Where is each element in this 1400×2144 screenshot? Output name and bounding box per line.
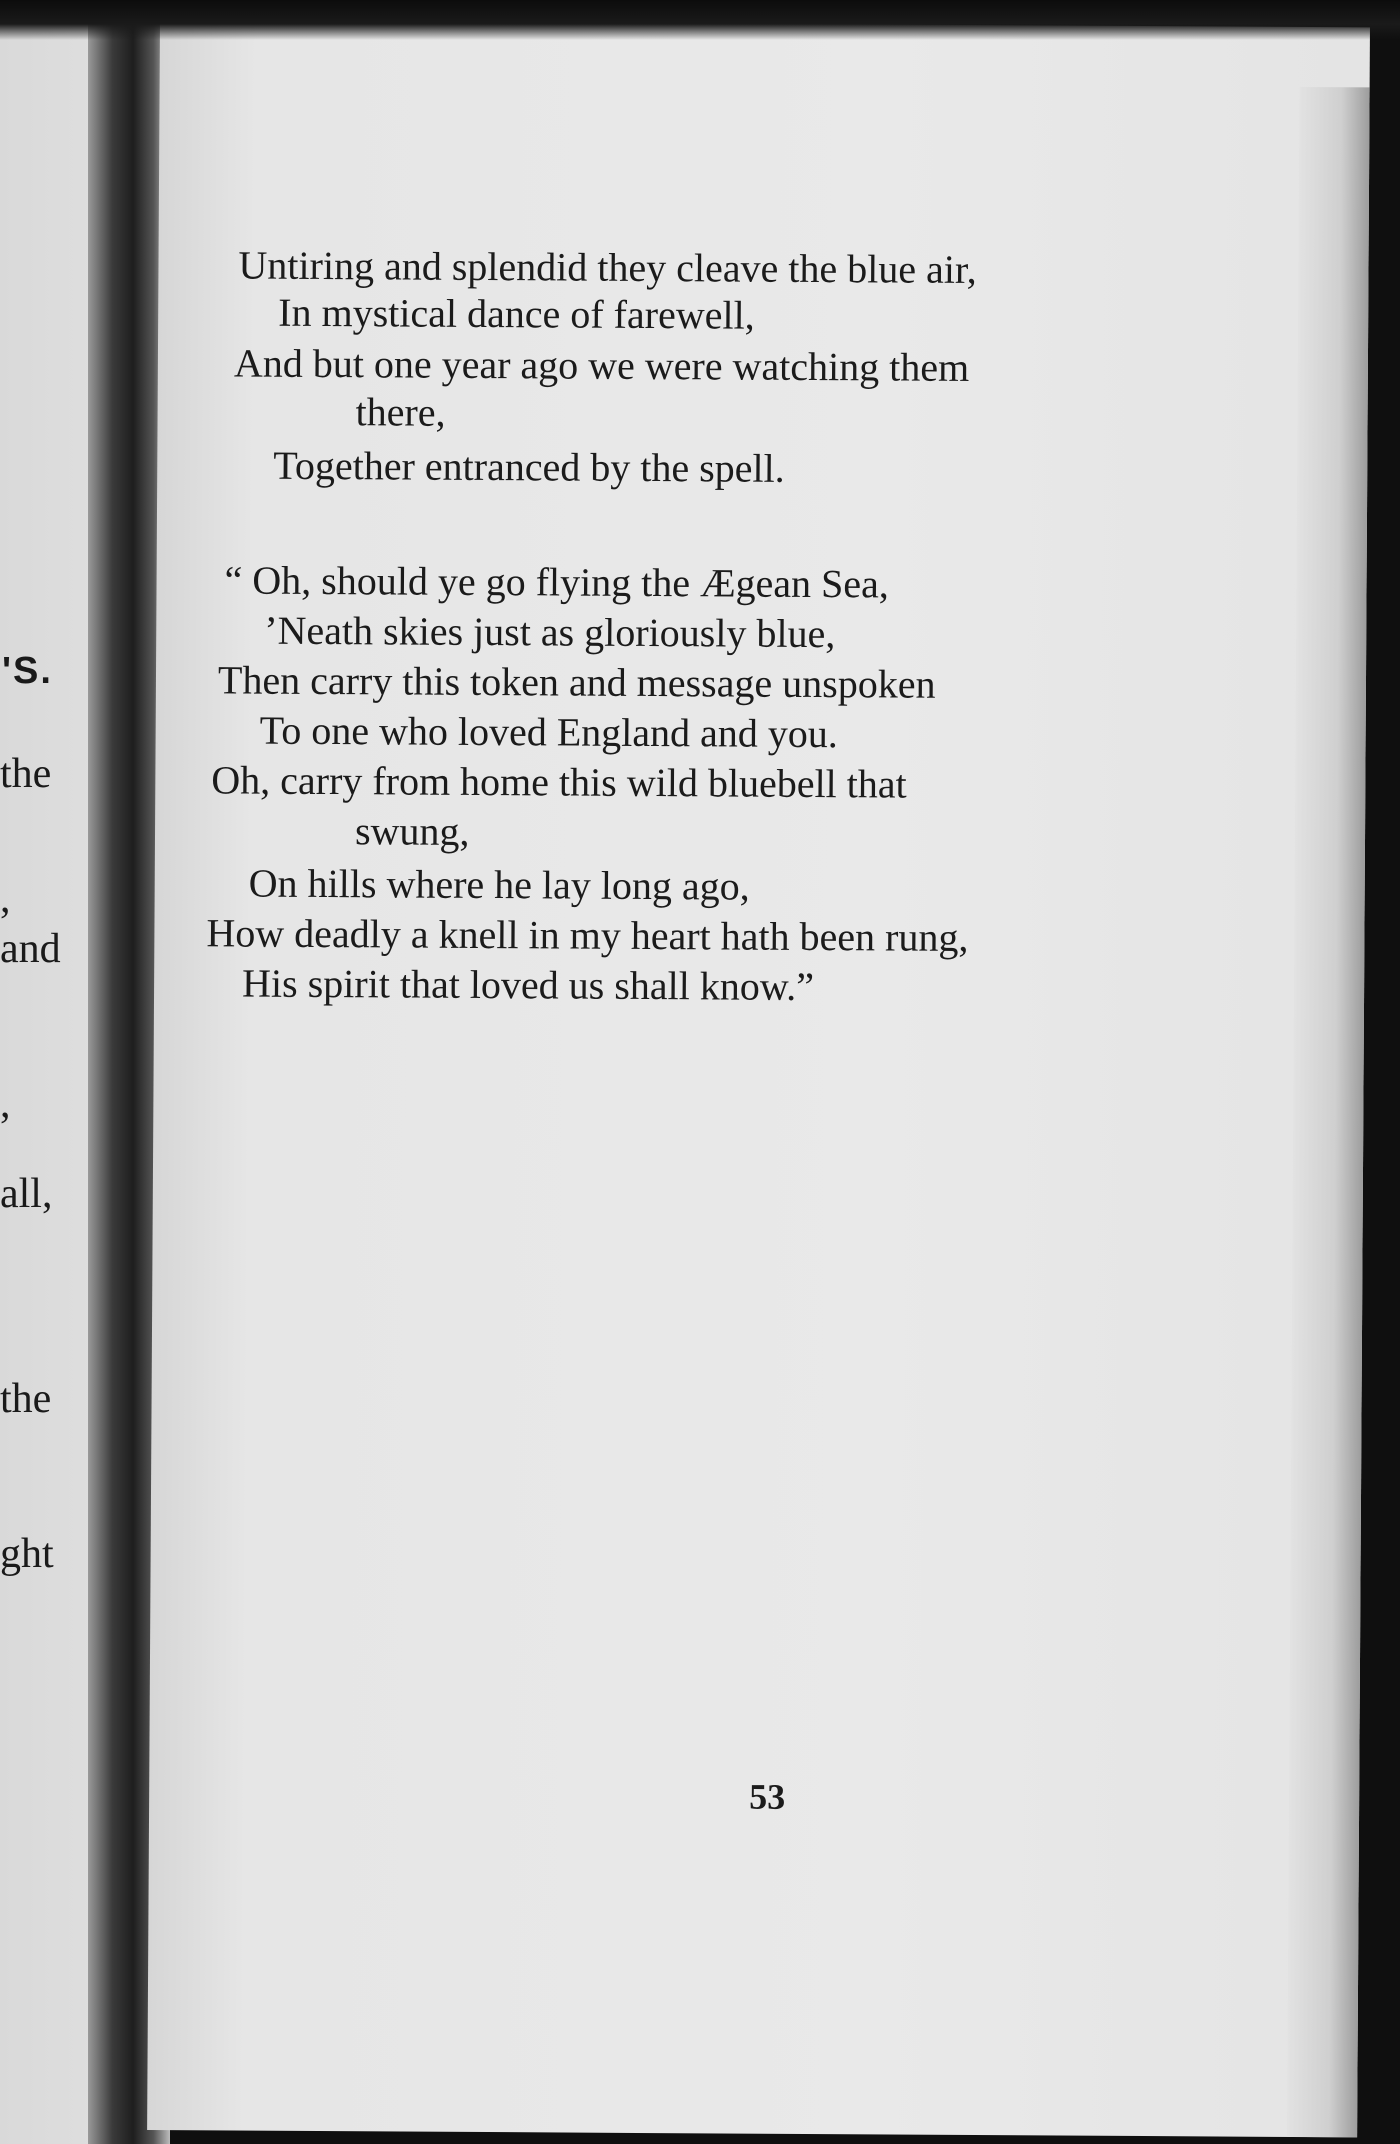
left-page-text-fragment: and — [0, 926, 61, 972]
left-page-text-fragment: , — [0, 876, 11, 922]
poem-line: How deadly a knell in my heart hath been rung, — [206, 910, 969, 960]
left-page-text-fragment: the — [0, 751, 52, 797]
poem-line: “ Oh, should ye go flying the Ægean Sea, — [224, 557, 890, 607]
poem — [147, 20, 1370, 2137]
left-page-text-fragment: ght — [0, 1531, 54, 1577]
main-page — [147, 20, 1370, 2137]
left-page-text-fragment: all, — [0, 1171, 53, 1217]
poem-line: ’Neath skies just as gloriously blue, — [264, 607, 836, 657]
poem-line: Untiring and splendid they cleave the blue air, — [238, 242, 977, 292]
poem-line: Oh, carry from home this wild bluebell that — [211, 757, 907, 807]
top-edge-shadow — [0, 0, 1400, 40]
poem-line: And but one year ago we were watching them — [233, 340, 970, 390]
poem-line: Together entranced by the spell. — [273, 442, 785, 491]
left-page-text-fragment: , — [0, 1081, 11, 1127]
poem-line: On hills where he lay long ago, — [248, 860, 750, 909]
poem-line: Then carry this token and message unspoken — [217, 657, 936, 707]
left-page-text-fragment: the — [0, 1376, 52, 1422]
poem-line: In mystical dance of farewell, — [278, 289, 755, 338]
poem-line: swung, — [354, 808, 470, 854]
poem-line: His spirit that loved us shall know.” — [241, 960, 815, 1010]
poem-line: To one who loved England and you. — [259, 707, 838, 757]
page-number: 53 — [749, 1776, 786, 1817]
left-page-heading-fragment: 'S. — [2, 650, 53, 692]
poem-line: there, — [355, 389, 446, 435]
